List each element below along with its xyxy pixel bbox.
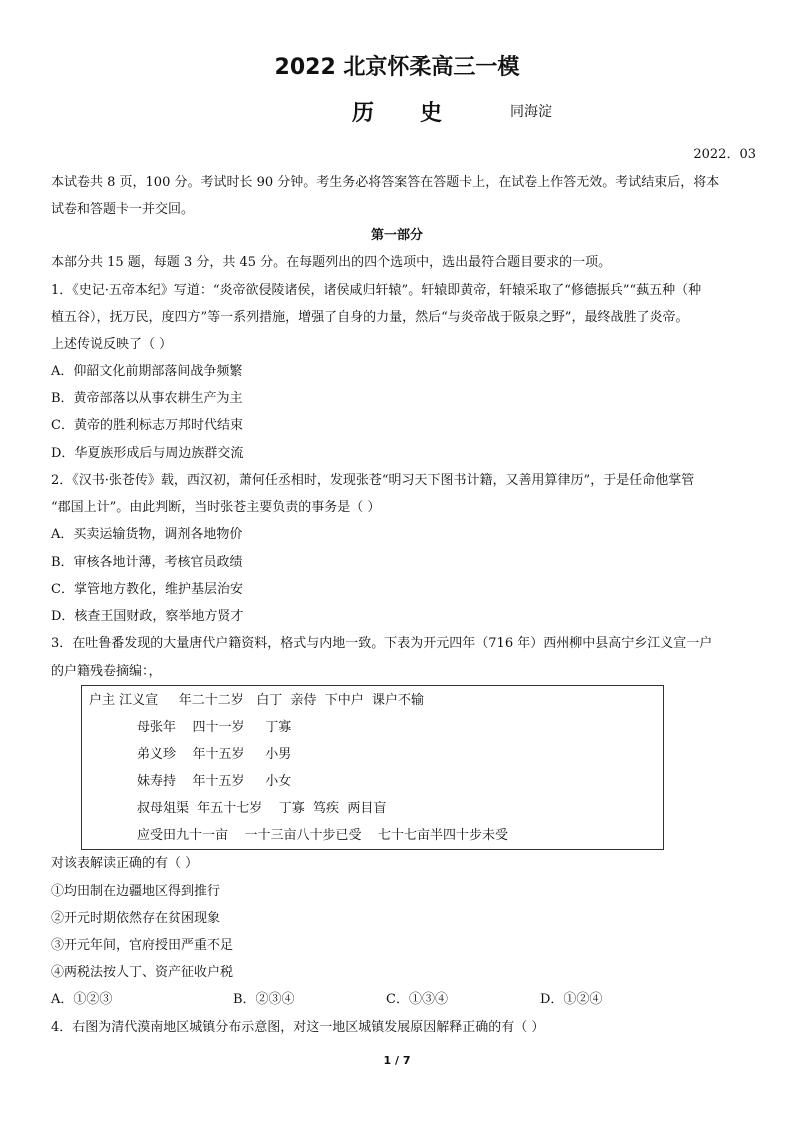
q3-option-d: D．①②④ (540, 992, 603, 1007)
table-row: 应受田九十一亩 一十三亩八十步已受 七十七亩半四十步未受 (137, 828, 509, 843)
table-row: 妹寿持 年十五岁 小女 (137, 774, 292, 789)
q3-statement-2: ②开元时期依然存在贫困现象 (51, 911, 221, 926)
q3-prompt: 对该表解读正确的有（ ） (51, 856, 199, 871)
table-row: 弟义珍 年十五岁 小男 (137, 747, 292, 762)
q3-stem-line-1: 3．在吐鲁番发现的大量唐代户籍资料，格式与内地一致。下表为开元四年（716 年）西州柳中县高宁乡江义宣一户 (51, 636, 713, 651)
table-row: 母张年 四十一岁 丁寡 (137, 720, 292, 735)
q2-option-d: D．核查王国财政，察举地方贤才 (51, 609, 244, 624)
q3-option-a: A．①②③ (51, 992, 113, 1007)
q2-option-a: A．买卖运输货物，调剂各地物价 (51, 527, 243, 542)
instructions-line-1: 本试卷共 8 页，100 分。考试时长 90 分钟。考生务必将答案答在答题卡上，在试卷上作答无效。考试结束后，将本 (51, 175, 720, 190)
q1-option-a: A．仰韶文化前期部落间战争频繁 (51, 364, 243, 379)
q3-statement-1: ①均田制在边疆地区得到推行 (51, 884, 221, 899)
q1-option-b: B．黄帝部落以从事农耕生产为主 (51, 391, 243, 406)
instructions-line-2: 试卷和答题卡一并交回。 (51, 202, 195, 217)
q2-stem-line-1: 2．《汉书·张苍传》载，西汉初，萧何任丞相时，发现张苍“明习天下图书计籍，又善用算律历”，于是任命他掌管 (51, 473, 695, 488)
q1-stem-line-3: 上述传说反映了（ ） (51, 337, 173, 352)
page-number: 1 / 7 (383, 1054, 411, 1067)
same-as-note: 同海淀 (510, 104, 552, 120)
q4-stem: 4．右图为清代漠南地区城镇分布示意图，对这一地区城镇发展原因解释正确的有（ ） (51, 1020, 545, 1035)
subject-title: 历史 (352, 101, 489, 126)
section-title: 第一部分 (370, 228, 423, 243)
table-row-head: 户主 江义宣 年二十二岁 白丁 亲侍 下中户 课户不输 (89, 693, 424, 708)
q1-stem-line-1: 1．《史记·五帝本纪》写道：“炎帝欲侵陵诸侯，诸侯咸归轩辕”。轩辕即黄帝，轩辕采取了“修德振兵”“蓺五种（种 (51, 283, 702, 298)
section-description: 本部分共 15 题，每题 3 分，共 45 分。在每题列出的四个选项中，选出最符合题目要求的一项。 (51, 255, 612, 270)
q3-stem-line-2: 的户籍残卷摘编：， (51, 664, 162, 679)
q1-option-c: C．黄帝的胜利标志万邦时代结束 (51, 418, 243, 433)
q2-option-b: B．审核各地计薄，考核官员政绩 (51, 555, 243, 570)
exam-date: 2022．03 (693, 147, 756, 162)
q2-stem-line-2: “郡国上计”。由此判断，当时张苍主要负责的事务是（ ） (51, 500, 381, 515)
q3-statement-4: ④两税法按人丁、资产征收户税 (51, 965, 234, 980)
q3-option-c: C．①③④ (386, 992, 448, 1007)
q3-option-b: B．②③④ (233, 992, 295, 1007)
exam-title: 2022 北京怀柔高三一模 (274, 55, 520, 80)
q2-option-c: C．掌管地方教化，维护基层治安 (51, 582, 243, 597)
q3-statement-3: ③开元年间，官府授田严重不足 (51, 938, 234, 953)
q1-stem-line-2: 植五谷），抚万民，度四方”等一系列措施，增强了自身的力量，然后“与炎帝战于阪泉之野”，最终战胜了炎帝。 (51, 310, 689, 325)
table-row: 叔母俎渠 年五十七岁 丁寡 笃疾 两目盲 (137, 801, 387, 816)
q1-option-d: D．华夏族形成后与周边族群交流 (51, 446, 244, 461)
